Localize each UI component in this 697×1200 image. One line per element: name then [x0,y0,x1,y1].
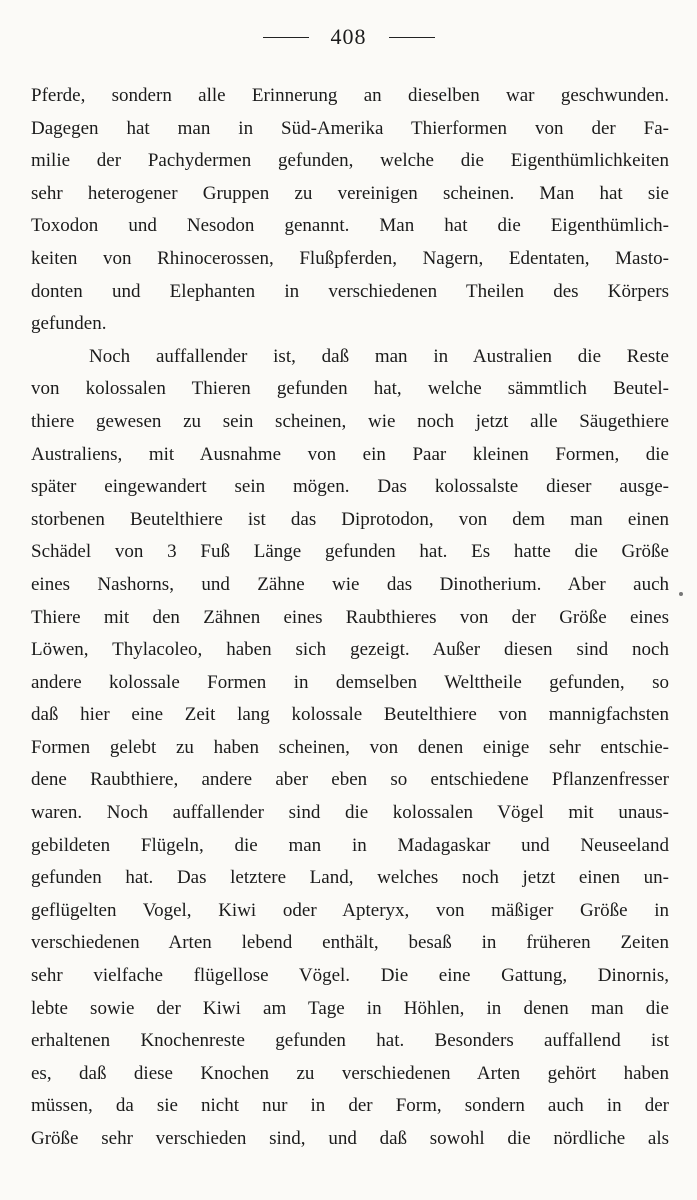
text-line: Australiens, mit Ausnahme von ein Paar kleinen Formen, die [31,443,669,465]
margin-mark [679,592,683,596]
page-header [0,22,697,52]
paragraph-start-line: Noch auffallender ist, daß man in Australien die Reste [89,345,669,367]
text-line: milie der Pachydermen gefunden, welche die Eigenthümlichkeiten [31,150,669,172]
text-line: später eingewandert sein mögen. Das kolossalste dieser ausge- [31,476,669,498]
text-line: müssen, da sie nicht nur in der Form, sondern auch in der [31,1095,669,1117]
text-line: Formen gelebt zu haben scheinen, von denen einige sehr entschie- [31,736,669,758]
text-line: eines Nashorns, und Zähne wie das Dinotherium. Aber auch [31,573,669,595]
text-line: Thiere mit den Zähnen eines Raubthieres von der Größe eines [31,606,669,628]
text-line: sehr heterogener Gruppen zu vereinigen scheinen. Man hat sie [31,182,669,204]
text-line: sehr vielfache flügellose Vögel. Die eine Gattung, Dinornis, [31,965,669,987]
text-line: gebildeten Flügeln, die man in Madagaskar und Neuseeland [31,834,669,856]
text-line: geflügelten Vogel, Kiwi oder Apteryx, von mäßiger Größe in [31,899,669,921]
header-rule-left [263,37,309,38]
text-line: thiere gewesen zu sein scheinen, wie noch jetzt alle Säugethiere [31,410,669,432]
text-line: dene Raubthiere, andere aber eben so entschiedene Pflanzenfresser [31,769,669,791]
text-line: Größe sehr verschieden sind, und daß sowohl die nördliche als [31,1128,669,1149]
text-line: verschiedenen Arten lebend enthält, besaß in früheren Zeiten [31,932,669,954]
text-line: Löwen, Thylacoleo, haben sich gezeigt. Außer diesen sind noch [31,639,669,661]
text-line: Schädel von 3 Fuß Länge gefunden hat. Es hatte die Größe [31,541,669,563]
text-line: Pferde, sondern alle Erinnerung an dieselben war geschwunden. [31,85,669,106]
text-line: keiten von Rhinocerossen, Flußpferden, Nagern, Edentaten, Masto- [31,247,669,269]
paragraph-end-line: gefunden. [31,313,107,335]
text-line: lebte sowie der Kiwi am Tage in Höhlen, in denen man die [31,997,669,1019]
text-line: storbenen Beutelthiere ist das Diprotodon, von dem man einen [31,508,669,530]
header-rule-right [389,37,435,38]
text-line: erhaltenen Knochenreste gefunden hat. Besonders auffallend ist [31,1030,669,1052]
text-line: Dagegen hat man in Süd-Amerika Thierformen von der Fa- [31,117,669,139]
text-line: donten und Elephanten in verschiedenen Theilen des Körpers [31,280,669,302]
text-line: daß hier eine Zeit lang kolossale Beutelthiere von mannigfachsten [31,704,669,726]
text-line: andere kolossale Formen in demselben Welttheile gefunden, so [31,671,669,693]
text-line: es, daß diese Knochen zu verschiedenen Arten gehört haben [31,1062,669,1084]
text-line: waren. Noch auffallender sind die kolossalen Vögel mit unaus- [31,802,669,824]
text-line: Toxodon und Nesodon genannt. Man hat die Eigenthümlich- [31,215,669,237]
text-line: von kolossalen Thieren gefunden hat, welche sämmtlich Beutel- [31,378,669,400]
page-number: 408 [330,24,367,49]
body-text [31,80,669,1156]
text-line: gefunden hat. Das letztere Land, welches noch jetzt einen un- [31,867,669,889]
